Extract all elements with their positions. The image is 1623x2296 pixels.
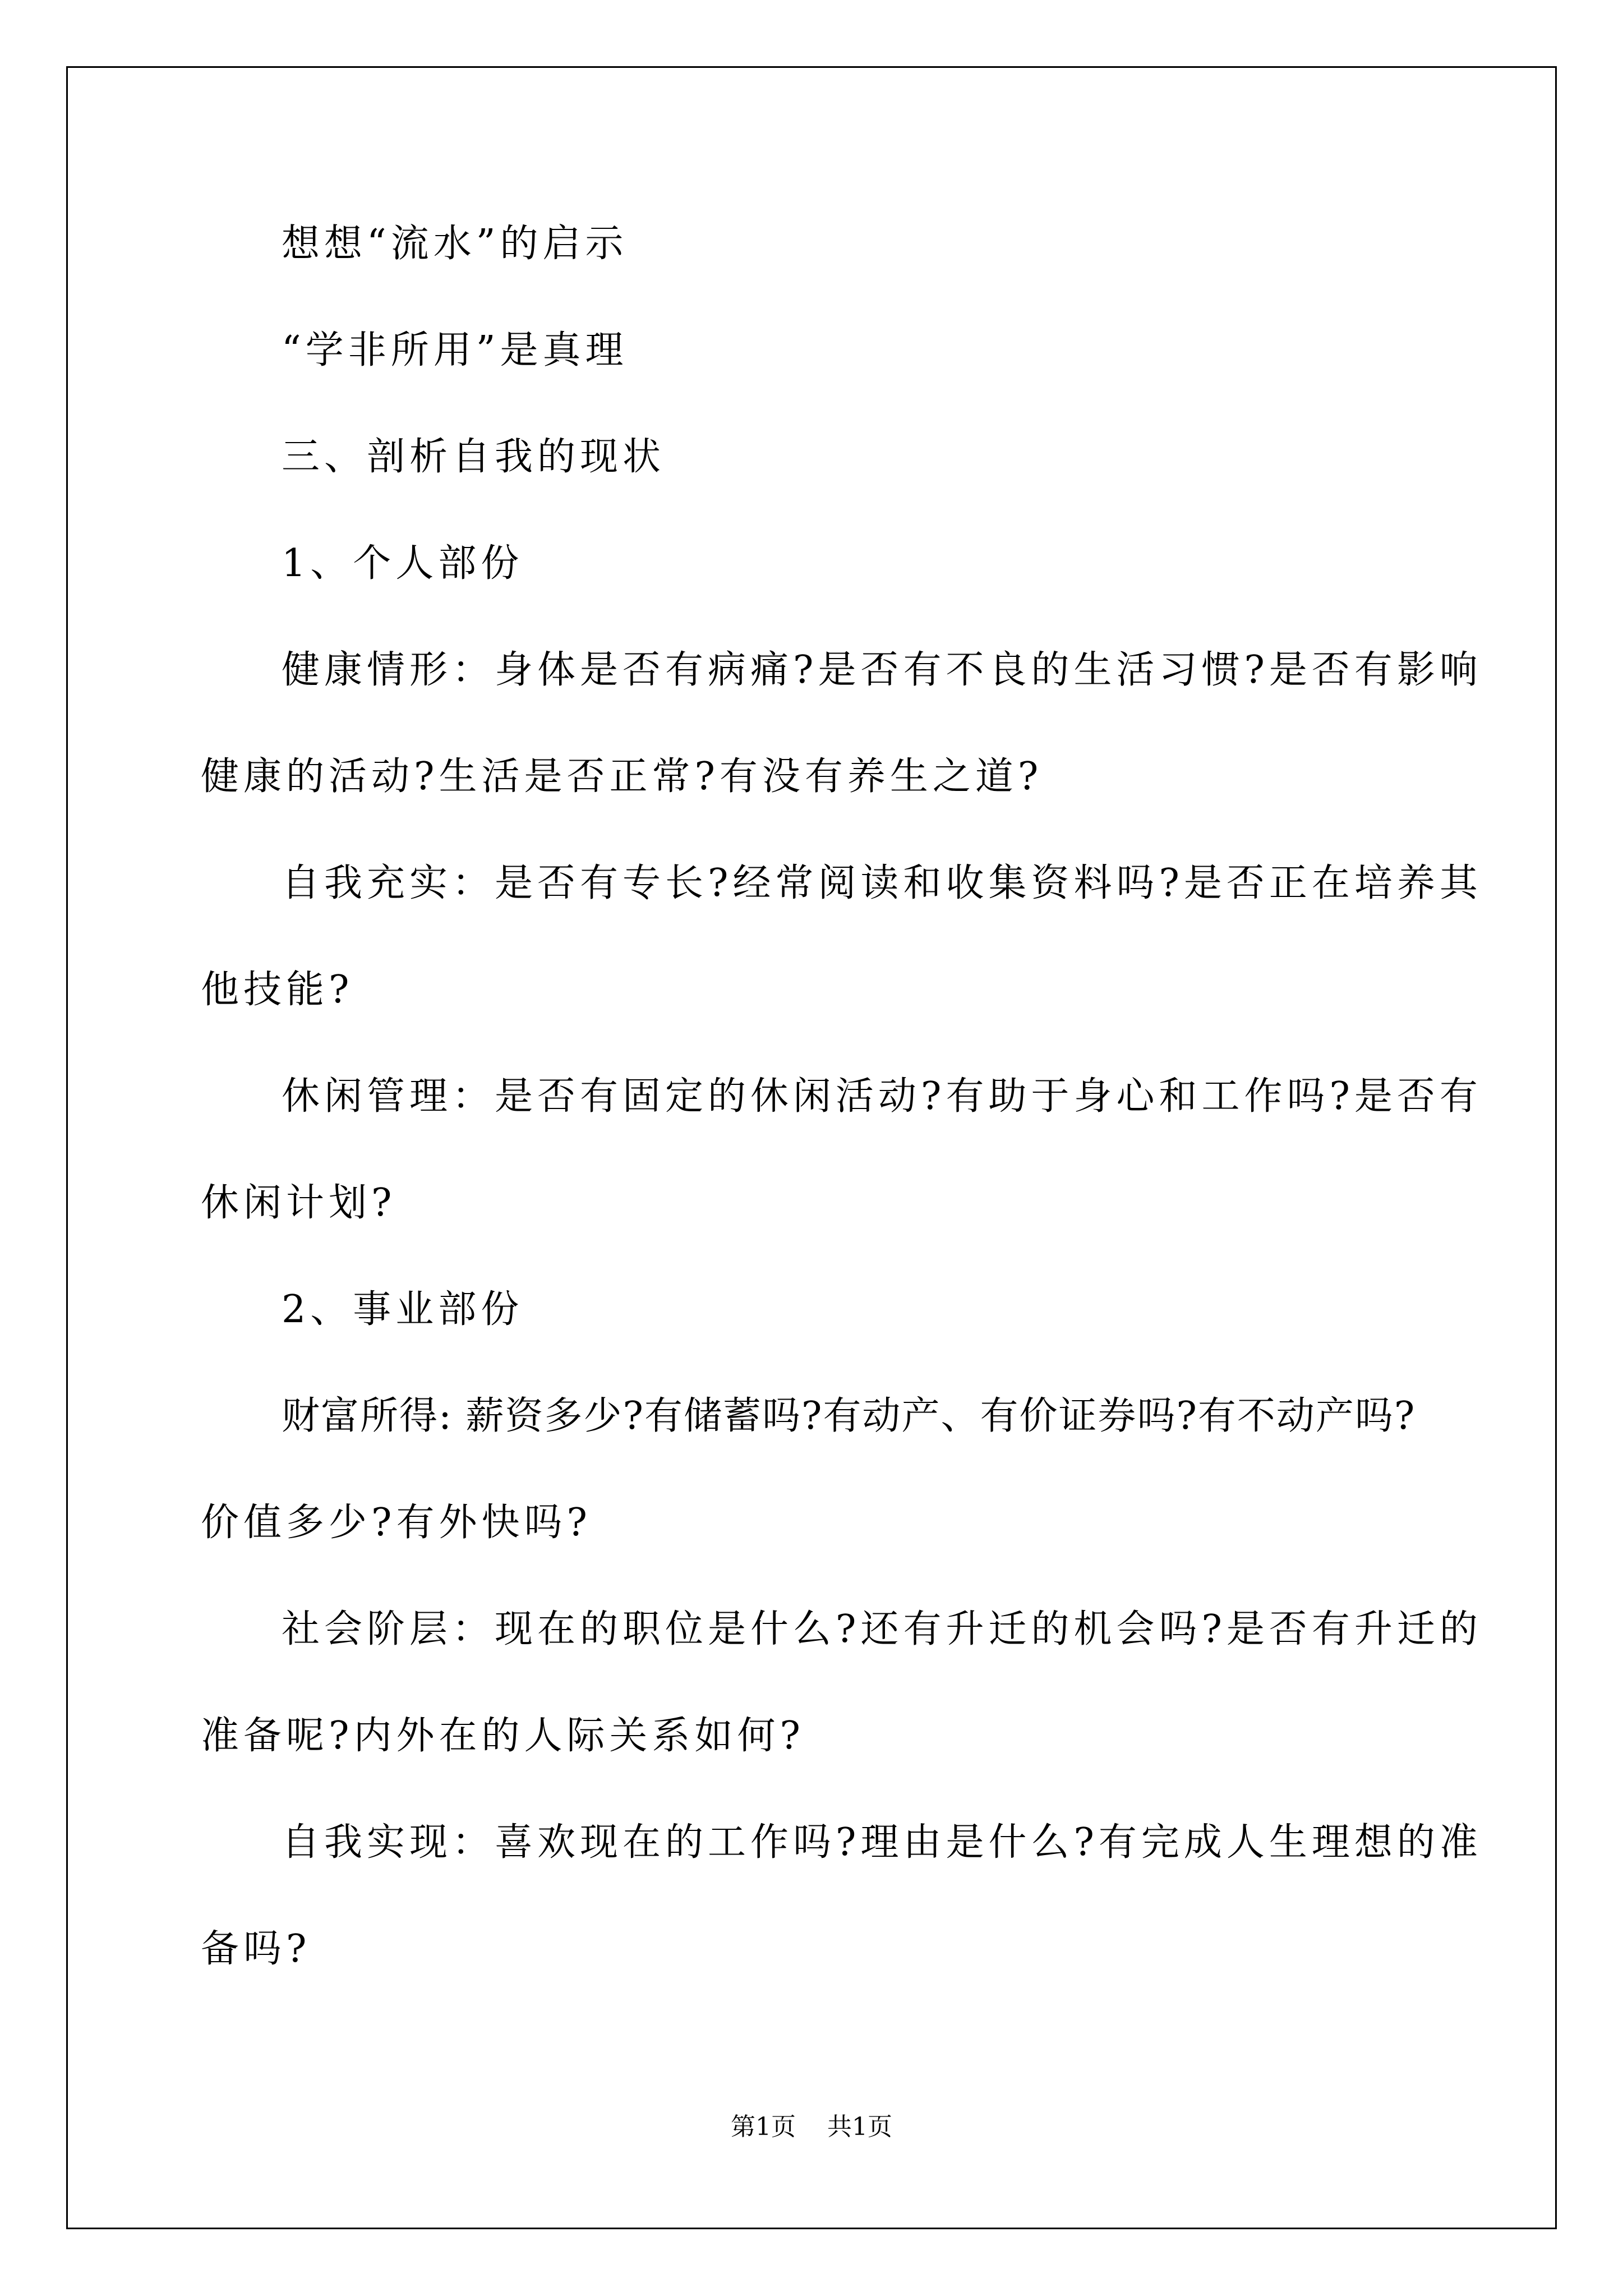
page-total: 共1页 bbox=[827, 2113, 892, 2141]
paragraph-line: 健康的活动?生活是否正常?有没有养生之道? bbox=[201, 754, 1043, 799]
text-line: 想想“流水”的启示 bbox=[282, 222, 628, 266]
subsection-heading: 1、个人部份 bbox=[282, 541, 524, 586]
page-border bbox=[66, 66, 1557, 2229]
paragraph-line: 自我实现：喜欢现在的工作吗?理由是什么?有完成人生理想的准 bbox=[282, 1820, 1482, 1865]
paragraph-line: 休闲计划? bbox=[201, 1181, 396, 1225]
subsection-heading: 2、事业部份 bbox=[282, 1287, 524, 1332]
page-footer bbox=[0, 2110, 1623, 2144]
paragraph-line: 准备呢?内外在的人际关系如何? bbox=[201, 1714, 805, 1758]
paragraph-line: 休闲管理：是否有固定的休闲活动?有助于身心和工作吗?是否有 bbox=[282, 1074, 1482, 1119]
paragraph-line: 价值多少?有外快吗? bbox=[201, 1501, 592, 1545]
paragraph-line: 财富所得: 薪资多少?有储蓄吗?有动产、有价证券吗?有不动产吗? bbox=[282, 1394, 1416, 1438]
page-number: 第1页 bbox=[731, 2113, 796, 2141]
paragraph-line: 健康情形：身体是否有病痛?是否有不良的生活习惯?是否有影响 bbox=[282, 648, 1482, 692]
text-line: “学非所用”是真理 bbox=[282, 328, 628, 372]
paragraph-line: 备吗? bbox=[201, 1927, 311, 1971]
paragraph-line: 自我充实：是否有专长?经常阅读和收集资料吗?是否正在培养其 bbox=[282, 861, 1482, 905]
section-heading: 三、剖析自我的现状 bbox=[282, 435, 666, 479]
paragraph-line: 社会阶层：现在的职位是什么?还有升迁的机会吗?是否有升迁的 bbox=[282, 1607, 1482, 1651]
paragraph-line: 他技能? bbox=[201, 968, 354, 1012]
